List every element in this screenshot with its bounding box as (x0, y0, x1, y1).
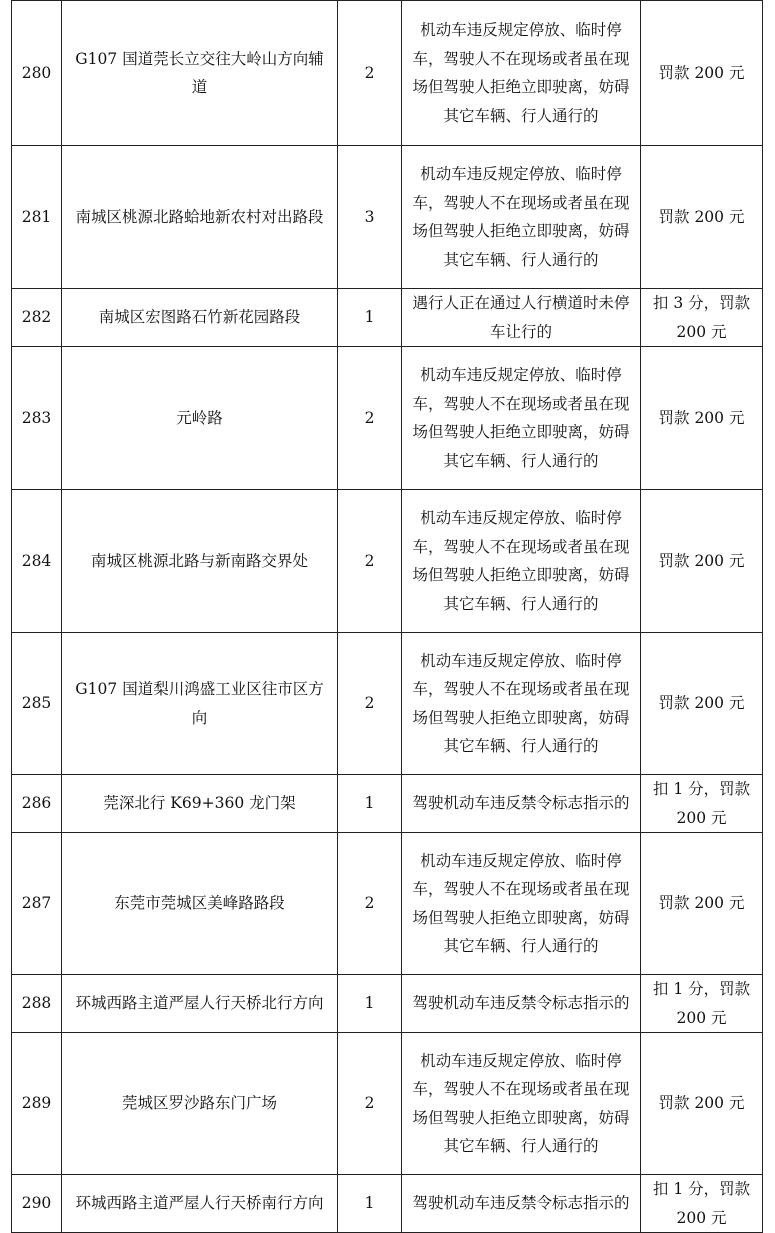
table-row (12, 146, 763, 289)
penalty-cell: 罚款 200 元 (641, 347, 763, 490)
table-row (12, 833, 763, 975)
row-number: 287 (12, 833, 62, 975)
table-row (12, 1175, 763, 1233)
location-cell: G107 国道梨川鸿盛工业区往市区方向 (62, 633, 338, 775)
location-cell: G107 国道莞长立交往大岭山方向辅道 (62, 1, 338, 146)
penalty-cell: 罚款 200 元 (641, 833, 763, 975)
location-cell: 东莞市莞城区美峰路路段 (62, 833, 338, 975)
row-number: 284 (12, 490, 62, 633)
location-cell: 南城区桃源北路与新南路交界处 (62, 490, 338, 633)
violation-behavior-cell: 驾驶机动车违反禁令标志指示的 (402, 975, 641, 1033)
table-row (12, 289, 763, 347)
penalty-cell: 扣 1 分，罚款 200 元 (641, 975, 763, 1033)
count-cell: 2 (338, 1, 402, 146)
location-cell: 南城区宏图路石竹新花园路段 (62, 289, 338, 347)
violation-behavior-cell: 机动车违反规定停放、临时停车，驾驶人不在现场或者虽在现场但驾驶人拒绝立即驶离，妨碍其它车辆、行人通行的 (402, 347, 641, 490)
count-cell: 1 (338, 289, 402, 347)
location-cell: 元岭路 (62, 347, 338, 490)
row-number: 285 (12, 633, 62, 775)
count-cell: 2 (338, 633, 402, 775)
count-cell: 2 (338, 490, 402, 633)
row-number: 281 (12, 146, 62, 289)
table-row (12, 1033, 763, 1175)
penalty-cell: 扣 1 分，罚款 200 元 (641, 775, 763, 833)
row-number: 289 (12, 1033, 62, 1175)
count-cell: 1 (338, 975, 402, 1033)
penalty-cell: 罚款 200 元 (641, 490, 763, 633)
location-cell: 南城区桃源北路蛤地新农村对出路段 (62, 146, 338, 289)
violation-behavior-cell: 机动车违反规定停放、临时停车，驾驶人不在现场或者虽在现场但驾驶人拒绝立即驶离，妨碍其它车辆、行人通行的 (402, 1, 641, 146)
row-number: 282 (12, 289, 62, 347)
table-row (12, 347, 763, 490)
location-cell: 莞深北行 K69+360 龙门架 (62, 775, 338, 833)
penalty-cell: 罚款 200 元 (641, 633, 763, 775)
table-row (12, 975, 763, 1033)
row-number: 280 (12, 1, 62, 146)
count-cell: 1 (338, 1175, 402, 1233)
table-row (12, 775, 763, 833)
penalty-cell: 扣 1 分，罚款 200 元 (641, 1175, 763, 1233)
violation-behavior-cell: 机动车违反规定停放、临时停车，驾驶人不在现场或者虽在现场但驾驶人拒绝立即驶离，妨碍其它车辆、行人通行的 (402, 1033, 641, 1175)
violation-behavior-cell: 驾驶机动车违反禁令标志指示的 (402, 775, 641, 833)
location-cell: 环城西路主道严屋人行天桥南行方向 (62, 1175, 338, 1233)
row-number: 288 (12, 975, 62, 1033)
count-cell: 2 (338, 833, 402, 975)
count-cell: 1 (338, 775, 402, 833)
table-row (12, 1, 763, 146)
row-number: 286 (12, 775, 62, 833)
table-row (12, 490, 763, 633)
count-cell: 3 (338, 146, 402, 289)
penalty-cell: 罚款 200 元 (641, 1033, 763, 1175)
violation-behavior-cell: 机动车违反规定停放、临时停车，驾驶人不在现场或者虽在现场但驾驶人拒绝立即驶离，妨碍其它车辆、行人通行的 (402, 833, 641, 975)
violation-behavior-cell: 机动车违反规定停放、临时停车，驾驶人不在现场或者虽在现场但驾驶人拒绝立即驶离，妨碍其它车辆、行人通行的 (402, 490, 641, 633)
violation-behavior-cell: 驾驶机动车违反禁令标志指示的 (402, 1175, 641, 1233)
location-cell: 环城西路主道严屋人行天桥北行方向 (62, 975, 338, 1033)
violation-behavior-cell: 遇行人正在通过人行横道时未停车让行的 (402, 289, 641, 347)
table-row (12, 633, 763, 775)
penalty-cell: 罚款 200 元 (641, 1, 763, 146)
location-cell: 莞城区罗沙路东门广场 (62, 1033, 338, 1175)
count-cell: 2 (338, 1033, 402, 1175)
row-number: 290 (12, 1175, 62, 1233)
violations-table (11, 0, 763, 1233)
row-number: 283 (12, 347, 62, 490)
penalty-cell: 扣 3 分，罚款 200 元 (641, 289, 763, 347)
violations-table-body (12, 1, 763, 1233)
violation-behavior-cell: 机动车违反规定停放、临时停车，驾驶人不在现场或者虽在现场但驾驶人拒绝立即驶离，妨碍其它车辆、行人通行的 (402, 146, 641, 289)
penalty-cell: 罚款 200 元 (641, 146, 763, 289)
violation-behavior-cell: 机动车违反规定停放、临时停车，驾驶人不在现场或者虽在现场但驾驶人拒绝立即驶离，妨碍其它车辆、行人通行的 (402, 633, 641, 775)
count-cell: 2 (338, 347, 402, 490)
